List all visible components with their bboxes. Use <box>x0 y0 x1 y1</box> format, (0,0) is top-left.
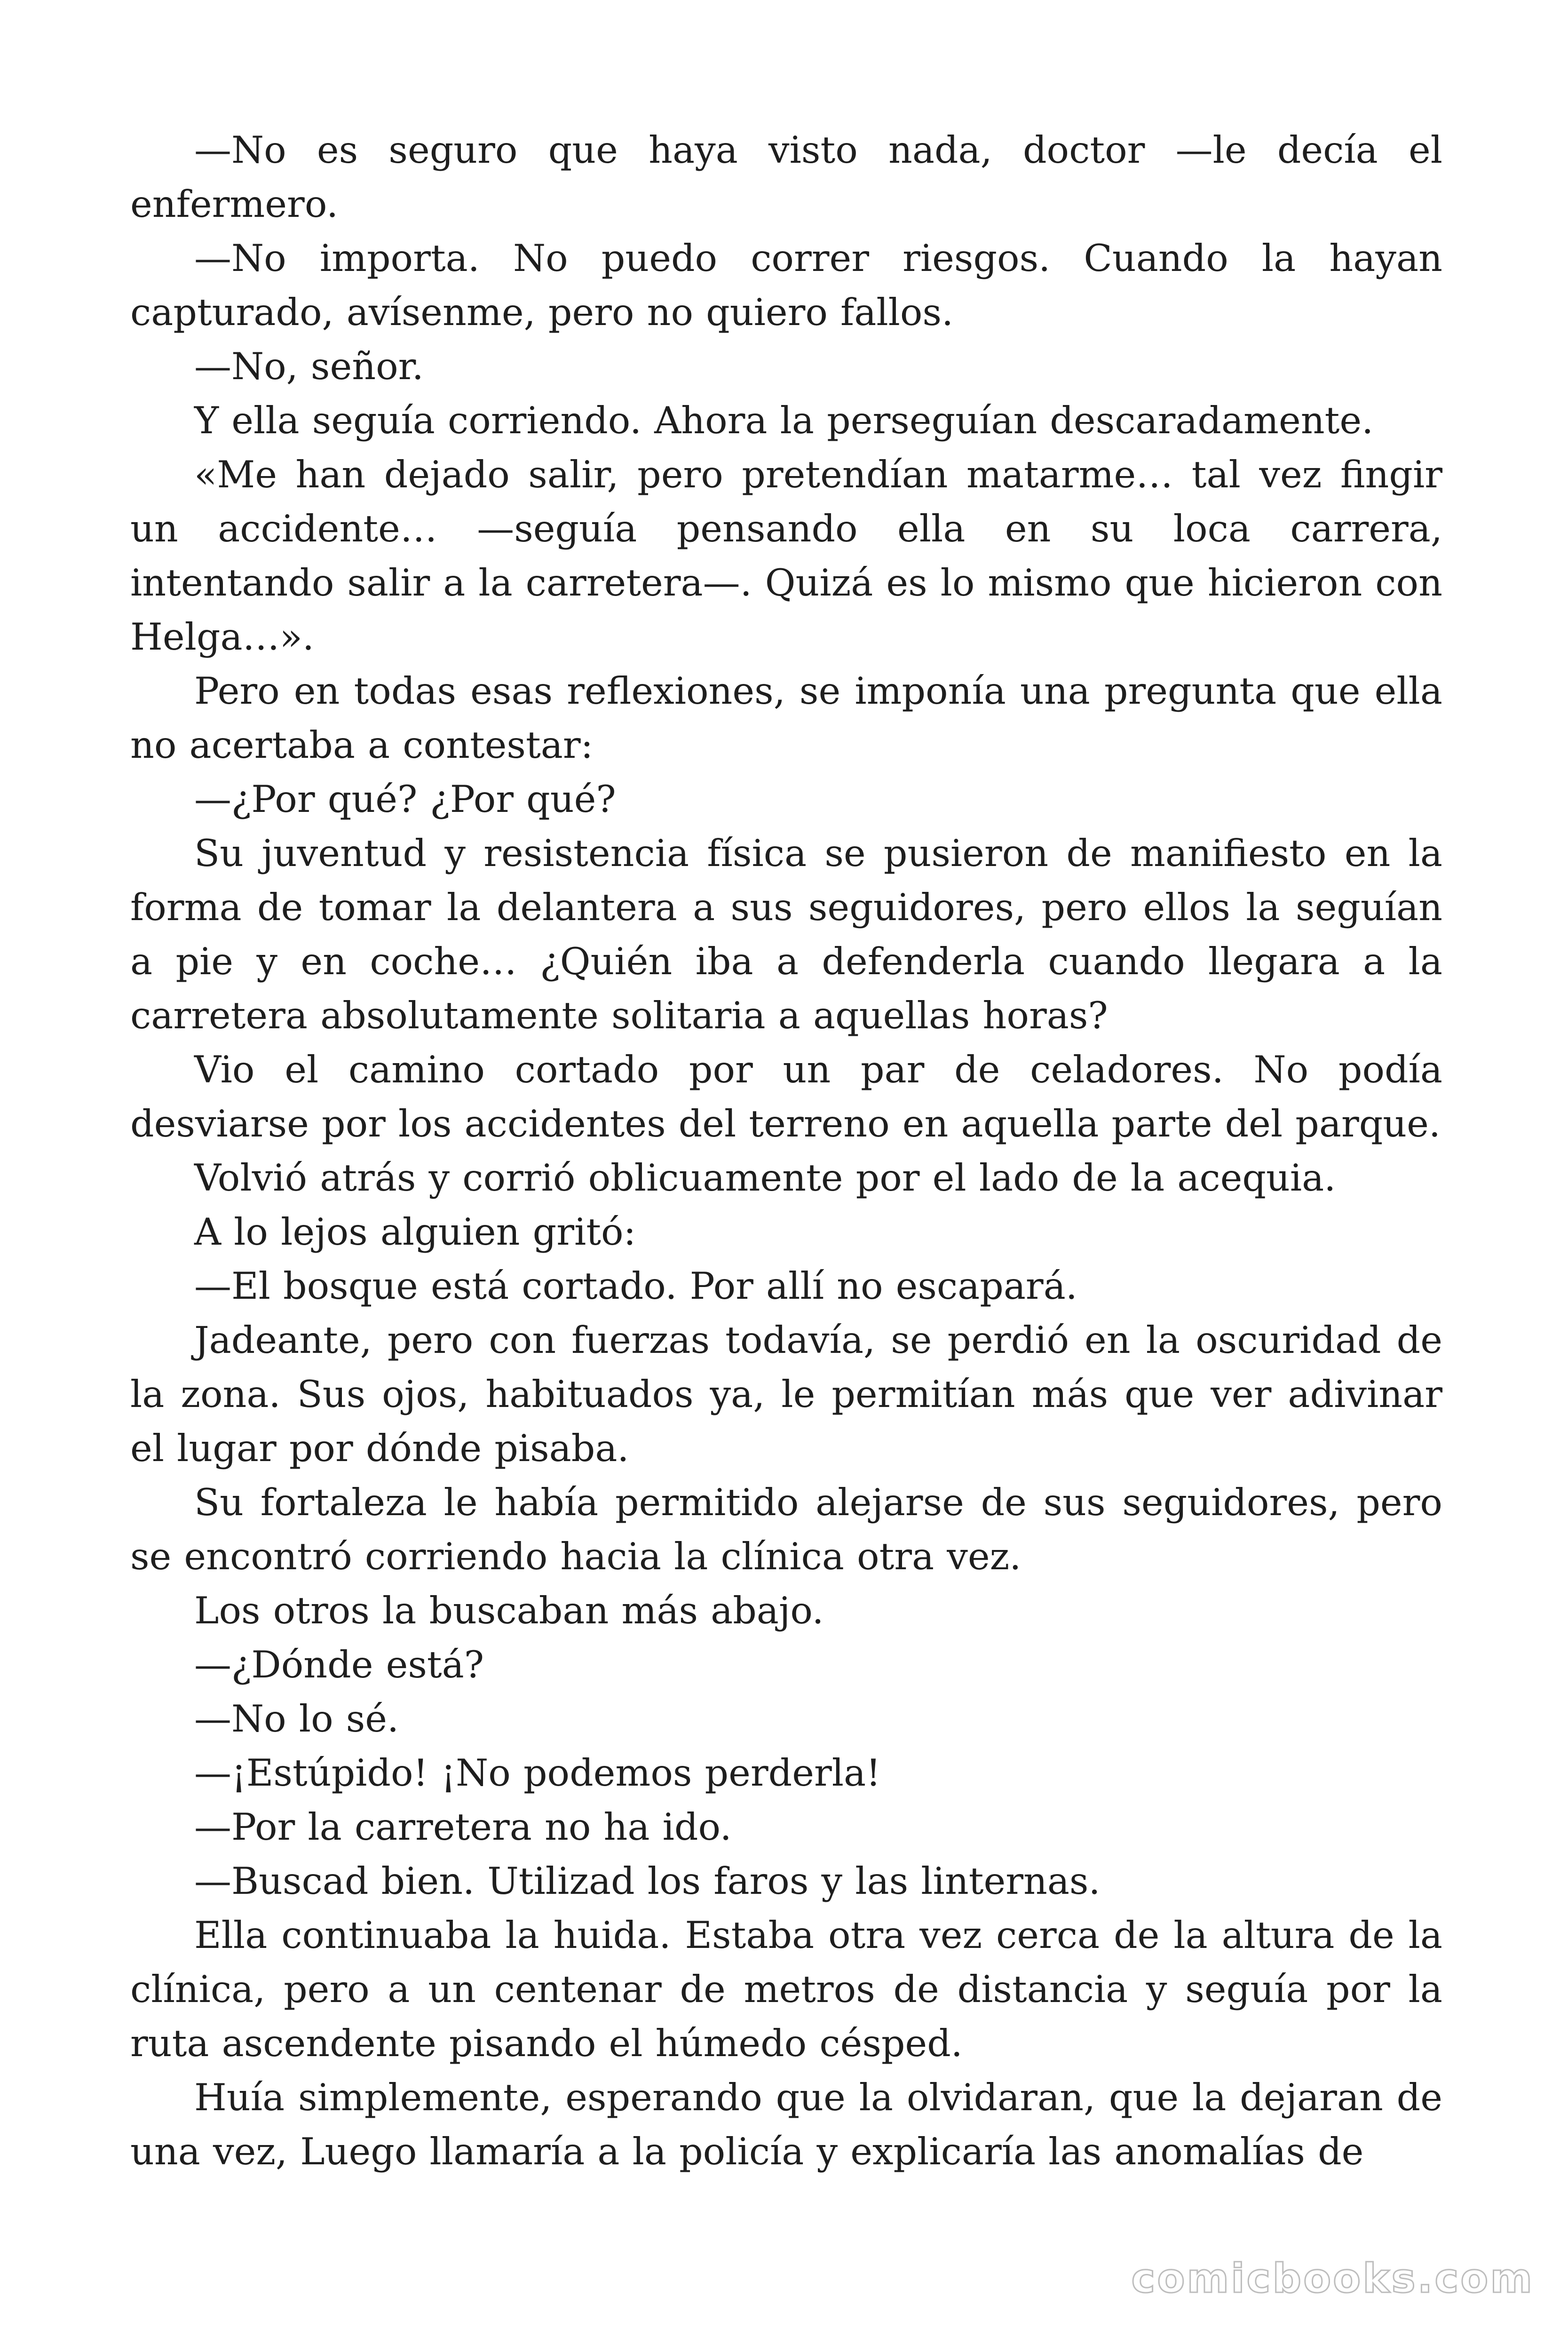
paragraph: —Buscad bien. Utilizad los faros y las linternas. <box>194 1859 1101 1903</box>
watermark: comicbooks.com <box>1131 2255 1534 2302</box>
paragraph: —No es seguro que haya visto nada, doctor —le decía el enfermero. <box>130 128 1442 226</box>
paragraph: Vio el camino cortado por un par de celadores. No podía desviarse por los accidentes del terreno en aquella parte del parque. <box>130 1048 1442 1145</box>
paragraph: —¡Estúpido! ¡No podemos perderla! <box>194 1751 881 1795</box>
paragraph: Jadeante, pero con fuerzas todavía, se perdió en la oscuridad de la zona. Sus ojos, habituados ya, le permitían más que ver adivinar el lugar por dónde pisaba. <box>130 1319 1442 1470</box>
paragraph: —No, señor. <box>194 345 424 388</box>
paragraph: Pero en todas esas reflexiones, se imponía una pregunta que ella no acertaba a contestar: <box>130 669 1442 767</box>
paragraph: —¿Dónde está? <box>194 1643 484 1686</box>
paragraph: —Por la carretera no ha ido. <box>194 1805 732 1849</box>
paragraph: —El bosque está cortado. Por allí no escapará. <box>194 1264 1077 1308</box>
paragraph: A lo lejos alguien gritó: <box>194 1210 636 1254</box>
paragraph: Y ella seguía corriendo. Ahora la perseguían descaradamente. <box>194 399 1374 442</box>
paragraph: Volvió atrás y corrió oblicuamente por el lado de la acequia. <box>194 1156 1336 1200</box>
paragraph: —¿Por qué? ¿Por qué? <box>194 778 616 821</box>
paragraph: «Me han dejado salir, pero pretendían matarme… tal vez fingir un accidente… —seguía pensando ella en su loca carrera, intentando salir a la carretera—. Quizá es lo mismo que hicieron con Helga…». <box>130 453 1442 659</box>
paragraph: Ella continuaba la huida. Estaba otra vez cerca de la altura de la clínica, pero a un centenar de metros de distancia y seguía por la ruta ascendente pisando el húmedo césped. <box>130 1914 1442 2065</box>
paragraph: Huía simplemente, esperando que la olvidaran, que la dejaran de una vez, Luego llamaría a la policía y explicaría las anomalías de <box>130 2076 1442 2173</box>
paragraph: —No lo sé. <box>194 1697 399 1740</box>
book-page <box>130 123 1442 2179</box>
paragraph: —No importa. No puedo correr riesgos. Cuando la hayan capturado, avísenme, pero no quiero fallos. <box>130 237 1442 334</box>
paragraph: Su juventud y resistencia física se pusieron de manifiesto en la forma de tomar la delantera a sus seguidores, pero ellos la seguían a pie y en coche… ¿Quién iba a defenderla cuando llegara a la carretera absolutamente solitaria a aquellas horas? <box>130 832 1442 1037</box>
paragraph: Los otros la buscaban más abajo. <box>194 1589 824 1632</box>
paragraph: Su fortaleza le había permitido alejarse de sus seguidores, pero se encontró corriendo hacia la clínica otra vez. <box>130 1481 1442 1578</box>
